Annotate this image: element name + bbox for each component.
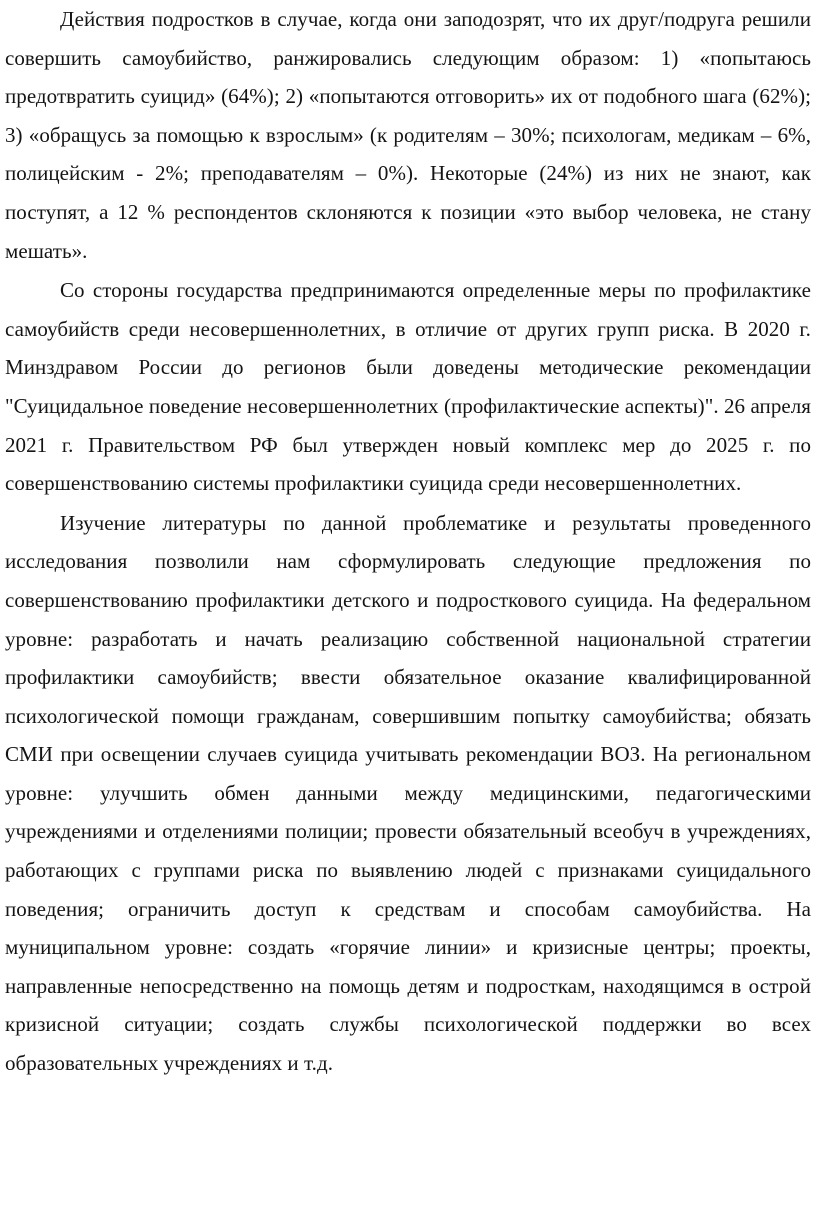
paragraph-teen-reactions: Действия подростков в случае, когда они заподозрят, что их друг/подруга решили совершить самоубийство, ранжировались следующим образом: 1) «попытаюсь предотвратить суицид» (64%); 2) «попытаются отговорить» их от подобного шага (62%); 3) «обращусь за помощью к взрослым» (к родителям – 30%; психологам, медикам – 6%, полицейским - 2%; преподавателям – 0%). Некоторые (24%) из них не знают, как поступят, а 12 % респондентов склоняются к позиции «это выбор человека, не стану мешать». — [5, 7, 811, 263]
document-page — [5, 0, 811, 1083]
paragraph-state-measures: Со стороны государства предпринимаются определенные меры по профилактике самоубийств среди несовершеннолетних, в отличие от других групп риска. В 2020 г. Минздравом России до регионов были доведены методические рекомендации "Суицидальное поведение несовершеннолетних (профилактические аспекты)". 26 апреля 2021 г. Правительством РФ был утвержден новый комплекс мер до 2025 г. по совершенствованию системы профилактики суицида среди несовершеннолетних. — [5, 278, 811, 496]
paragraph-proposals: Изучение литературы по данной проблематике и результаты проведенного исследования позволили нам сформулировать следующие предложения по совершенствованию профилактики детского и подросткового суицида. На федеральном уровне: разработать и начать реализацию собственной национальной стратегии профилактики самоубийств; ввести обязательное оказание квалифицированной психологической помощи гражданам, совершившим попытку самоубийства; обязать СМИ при освещении случаев суицида учитывать рекомендации ВОЗ. На региональном уровне: улучшить обмен данными между медицинскими, педагогическими учреждениями и отделениями полиции; провести обязательный всеобуч в учреждениях, работающих с группами риска по выявлению людей с признаками суицидального поведения; ограничить доступ к средствам и способам самоубийства. На муниципальном уровне: создать «горячие линии» и кризисные центры; проекты, направленные непосредственно на помощь детям и подросткам, находящимся в острой кризисной ситуации; создать службы психологической поддержки во всех образовательных учреждениях и т.д. — [5, 510, 811, 1076]
